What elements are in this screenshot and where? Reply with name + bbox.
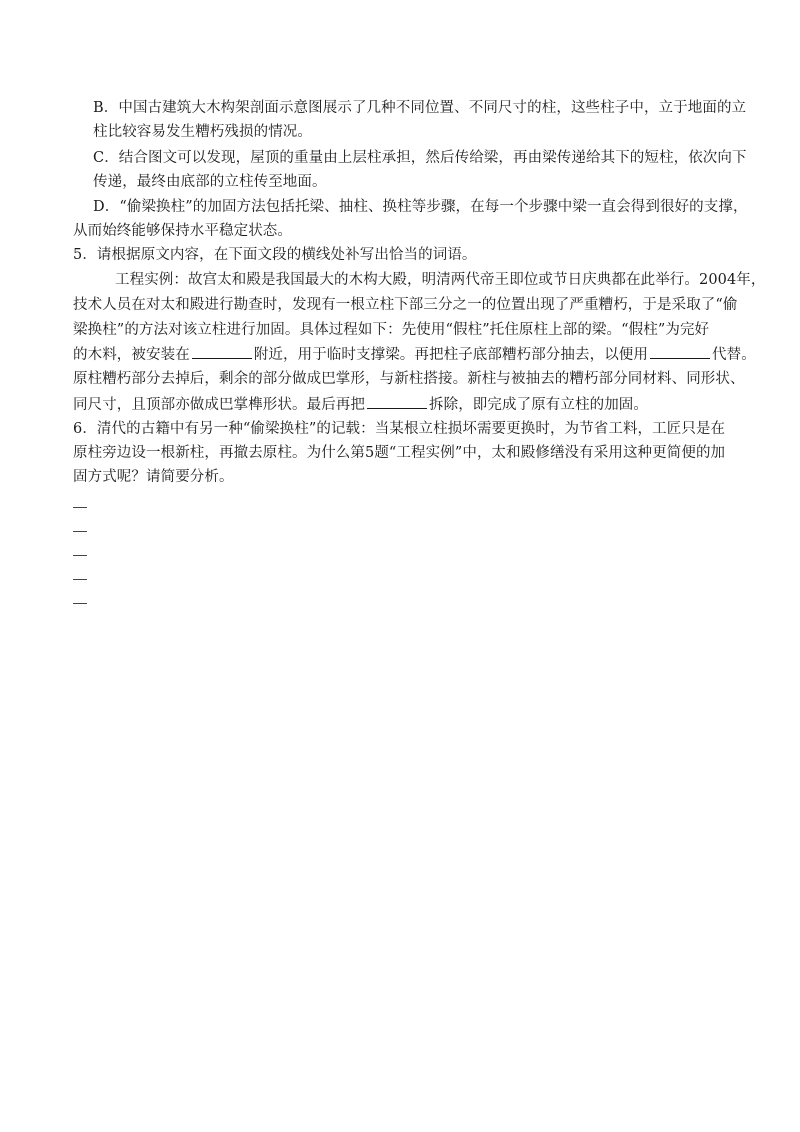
q5-paragraph-line-2: 技术人员在对太和殿进行勘查时，发现有一根立柱下部三分之一的位置出现了严重糟朽，于是采取了“偷 — [73, 297, 738, 313]
option-d-line-1: D．“偷梁换柱”的加固方法包括托梁、抽柱、换柱等步骤，在每一个步骤中梁一直会得到很好的支撑， — [93, 199, 748, 215]
q5-paragraph-line-6 — [73, 394, 648, 415]
fill-blank-3[interactable] — [367, 394, 427, 409]
option-c-line-1: C．结合图文可以发现，屋顶的重量由上层柱承担，然后传给梁，再由梁传递给其下的短柱，依次向下 — [93, 150, 747, 166]
option-b-line-2: 柱比较容易发生糟朽残损的情况。 — [93, 124, 312, 140]
q5-text-segment: 的木料，被安装在 — [73, 347, 190, 363]
q5-text-segment: 拆除，即完成了原有立柱的加固。 — [429, 397, 648, 413]
answer-line-1[interactable] — [73, 507, 87, 508]
answer-line-2[interactable] — [73, 531, 87, 532]
question-6-line-3: 固方式呢？请简要分析。 — [73, 469, 234, 485]
q5-paragraph-line-5: 原柱糟朽部分去掉后，剩余的部分做成巴掌形，与新柱搭接。新柱与被抽去的糟朽部分同材料、同形状、 — [73, 371, 745, 387]
q5-paragraph-line-1: 工程实例：故宫太和殿是我国最大的木构大殿，明清两代帝王即位或节日庆典都在此举行。2004年， — [115, 272, 766, 288]
q5-paragraph-line-4 — [73, 344, 756, 365]
answer-line-4[interactable] — [73, 579, 87, 580]
question-6-line-2: 原柱旁边设一根新柱，再撤去原柱。为什么第5题“工程实例”中，太和殿修缮没有采用这种更简便的加 — [73, 445, 726, 461]
q5-text-segment: 同尺寸，且顶部亦做成巴掌榫形状。最后再把 — [73, 397, 365, 413]
fill-blank-2[interactable] — [650, 344, 710, 359]
q5-text-segment: 附近，用于临时支撑梁。再把柱子底部糟朽部分抽去，以便用 — [253, 347, 649, 363]
answer-line-3[interactable] — [73, 555, 87, 556]
option-d-line-2: 从而始终能够保持水平稳定状态。 — [73, 223, 292, 239]
q5-paragraph-line-3: 梁换柱”的方法对该立柱进行加固。具体过程如下：先使用“假柱”托住原柱上部的梁。“假柱”为完好 — [73, 322, 710, 338]
option-c-line-2: 传递，最终由底部的立柱传至地面。 — [93, 174, 327, 190]
q5-text-segment: 代替。 — [712, 347, 756, 363]
question-5-prompt: 5．请根据原文内容，在下面文段的横线处补写出恰当的词语。 — [73, 247, 477, 263]
answer-line-5[interactable] — [73, 603, 87, 604]
fill-blank-1[interactable] — [192, 344, 252, 359]
question-6-line-1: 6．清代的古籍中有另一种“偷梁换柱”的记载：当某根立柱损坏需要更换时，为节省工料，工匠只是在 — [73, 421, 726, 437]
option-b-line-1: B．中国古建筑大木构架剖面示意图展示了几种不同位置、不同尺寸的柱，这些柱子中，立于地面的立 — [93, 100, 747, 116]
